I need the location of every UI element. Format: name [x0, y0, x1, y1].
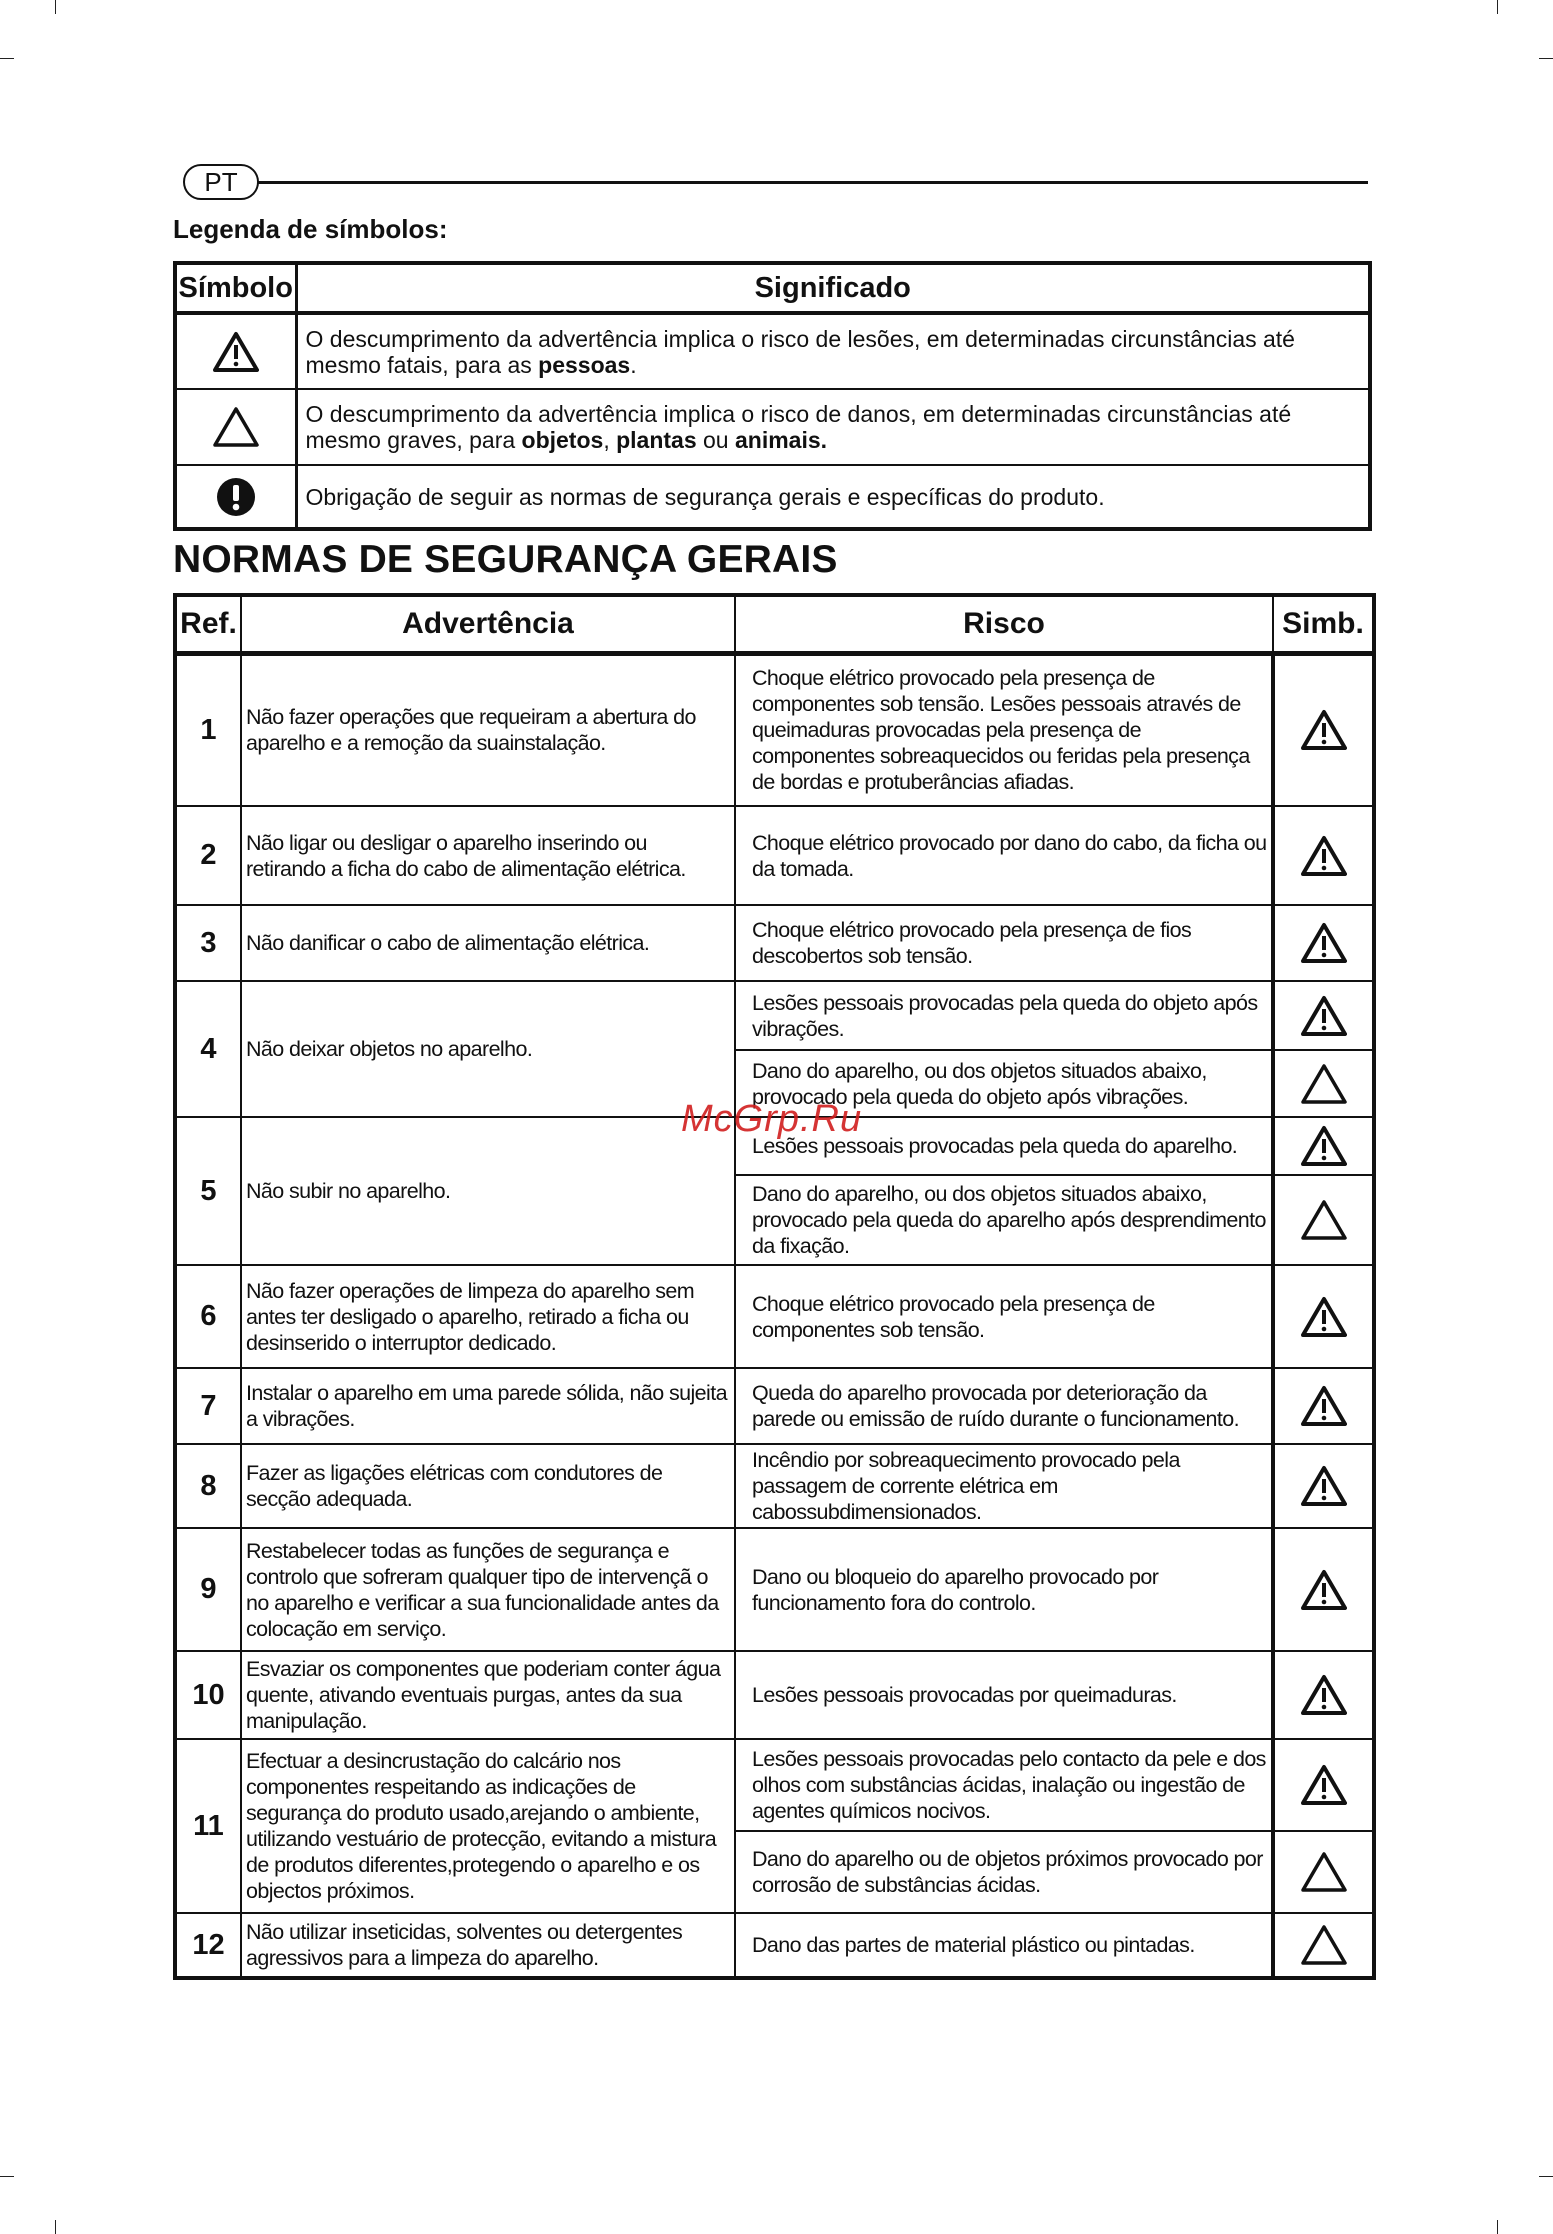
rule-risk: Dano do aparelho, ou dos objetos situados abaixo, provocado pela queda do aparelho após desprendimento da fixação. — [735, 1175, 1273, 1265]
rule-symbol-cell — [1273, 1528, 1374, 1651]
rule-symbol-cell — [1273, 905, 1374, 981]
warning-caution-icon — [1275, 1199, 1372, 1241]
rule-symbol-cell — [1273, 1831, 1374, 1913]
warning-danger-icon — [1275, 1125, 1372, 1167]
crop-mark — [1539, 58, 1553, 59]
rule-risk: Choque elétrico provocado pela presença de componentes sob tensão. Lesões pessoais através de queimaduras provocadas pela presença de componentes sobreaquecidos ou feridas pela presença de bordas e protuberâncias afiadas. — [735, 653, 1273, 806]
col-symbol: Simb. — [1273, 595, 1374, 653]
warning-caution-icon — [1275, 1063, 1372, 1105]
rule-warning: Não deixar objetos no aparelho. — [241, 981, 735, 1117]
header-rule — [257, 181, 1368, 184]
safety-rules-table — [173, 593, 1376, 1980]
rule-ref: 10 — [175, 1651, 241, 1739]
rule-symbol-cell — [1273, 806, 1374, 905]
crop-mark — [1497, 0, 1498, 14]
rule-risk: Queda do aparelho provocada por deterioração da parede ou emissão de ruído durante o funcionamento. — [735, 1368, 1273, 1444]
rule-warning: Não fazer operações que requeiram a abertura do aparelho e a remoção da suainstalação. — [241, 653, 735, 806]
rule-ref: 2 — [175, 806, 241, 905]
rule-ref: 9 — [175, 1528, 241, 1651]
mandatory-icon — [177, 477, 295, 517]
rule-symbol-cell — [1273, 981, 1374, 1050]
symbol-legend-table — [173, 261, 1372, 531]
legend-col-meaning: Significado — [296, 263, 1370, 313]
col-ref: Ref. — [175, 595, 241, 653]
rule-symbol-cell — [1273, 1739, 1374, 1831]
warning-danger-icon — [1275, 1569, 1372, 1611]
col-risk: Risco — [735, 595, 1273, 653]
rule-warning: Fazer as ligações elétricas com condutores de secção adequada. — [241, 1444, 735, 1528]
warning-danger-icon — [1275, 995, 1372, 1037]
rule-ref: 6 — [175, 1265, 241, 1368]
legend-meaning-danger: O descumprimento da advertência implica o risco de lesões, em determinadas circunstâncias até mesmo fatais, para as pessoas. — [296, 313, 1370, 389]
rule-warning: Esvaziar os componentes que poderiam conter água quente, ativando eventuais purgas, antes da sua manipulação. — [241, 1651, 735, 1739]
rule-warning: Instalar o aparelho em uma parede sólida, não sujeita a vibrações. — [241, 1368, 735, 1444]
warning-danger-icon — [1275, 1385, 1372, 1427]
rule-risk: Incêndio por sobreaquecimento provocado pela passagem de corrente elétrica em cabossubdimensionados. — [735, 1444, 1273, 1528]
rule-symbol-cell — [1273, 1444, 1374, 1528]
rule-symbol-cell — [1273, 653, 1374, 806]
legend-title: Legenda de símbolos: — [173, 214, 448, 244]
crop-mark — [0, 58, 14, 59]
rule-ref: 5 — [175, 1117, 241, 1265]
rule-warning: Não ligar ou desligar o aparelho inserindo ou retirando a ficha do cabo de alimentação elétrica. — [241, 806, 735, 905]
rule-risk: Lesões pessoais provocadas pela queda do aparelho. — [735, 1117, 1273, 1175]
rule-warning: Efectuar a desincrustação do calcário nos componentes respeitando as indicações de segurança do produto usado,arejando o ambiente, utilizando vestuário de protecção, evitando a mistura de produtos diferentes,protegendo o aparelho e os objectos próximos. — [241, 1739, 735, 1913]
warning-danger-icon — [1275, 1764, 1372, 1806]
rule-symbol-cell — [1273, 1050, 1374, 1117]
warning-caution-icon — [1275, 1851, 1372, 1893]
legend-meaning-mandatory: Obrigação de seguir as normas de segurança gerais e específicas do produto. — [296, 465, 1370, 529]
rule-ref: 11 — [175, 1739, 241, 1913]
crop-mark — [55, 0, 56, 14]
rule-risk: Lesões pessoais provocadas por queimaduras. — [735, 1651, 1273, 1739]
rule-ref: 4 — [175, 981, 241, 1117]
rule-symbol-cell — [1273, 1368, 1374, 1444]
language-badge: PT — [183, 164, 259, 200]
rule-risk: Lesões pessoais provocadas pelo contacto da pele e dos olhos com substâncias ácidas, inalação ou ingestão de agentes químicos nocivos. — [735, 1739, 1273, 1831]
rule-ref: 3 — [175, 905, 241, 981]
legend-meaning-caution: O descumprimento da advertência implica o risco de danos, em determinadas circunstâncias até mesmo graves, para objetos, plantas ou animais. — [296, 389, 1370, 465]
col-warning: Advertência — [241, 595, 735, 653]
rule-risk: Choque elétrico provocado por dano do cabo, da ficha ou da tomada. — [735, 806, 1273, 905]
crop-mark — [1539, 2176, 1553, 2177]
rule-symbol-cell — [1273, 1913, 1374, 1978]
rule-symbol-cell — [1273, 1175, 1374, 1265]
rule-risk: Dano das partes de material plástico ou pintadas. — [735, 1913, 1273, 1978]
warning-danger-icon — [1275, 922, 1372, 964]
rule-warning: Não utilizar inseticidas, solventes ou detergentes agressivos para a limpeza do aparelho. — [241, 1913, 735, 1978]
rule-ref: 1 — [175, 653, 241, 806]
legend-col-symbol: Símbolo — [175, 263, 296, 313]
rule-warning: Não subir no aparelho. — [241, 1117, 735, 1265]
rule-warning: Não fazer operações de limpeza do aparelho sem antes ter desligado o aparelho, retirado a ficha ou desinserido o interruptor dedicado. — [241, 1265, 735, 1368]
rule-risk: Dano ou bloqueio do aparelho provocado por funcionamento fora do controlo. — [735, 1528, 1273, 1651]
crop-mark — [0, 2176, 14, 2177]
rule-risk: Choque elétrico provocado pela presença de componentes sob tensão. — [735, 1265, 1273, 1368]
warning-caution-icon — [1275, 1924, 1372, 1966]
warning-danger-icon — [1275, 1296, 1372, 1338]
warning-danger-icon — [177, 331, 295, 373]
rule-risk: Lesões pessoais provocadas pela queda do objeto após vibrações. — [735, 981, 1273, 1050]
rule-risk: Dano do aparelho, ou dos objetos situados abaixo, provocado pela queda do objeto após vibrações. — [735, 1050, 1273, 1117]
warning-danger-icon — [1275, 835, 1372, 877]
rule-ref: 7 — [175, 1368, 241, 1444]
warning-danger-icon — [1275, 709, 1372, 751]
rule-ref: 8 — [175, 1444, 241, 1528]
rule-risk: Choque elétrico provocado pela presença de fios descobertos sob tensão. — [735, 905, 1273, 981]
warning-danger-icon — [1275, 1465, 1372, 1507]
crop-mark — [1497, 2220, 1498, 2234]
legend-symbol-cell — [175, 465, 296, 529]
rule-symbol-cell — [1273, 1117, 1374, 1175]
section-title: NORMAS DE SEGURANÇA GERAIS — [173, 538, 838, 581]
legend-symbol-cell — [175, 389, 296, 465]
rule-ref: 12 — [175, 1913, 241, 1978]
warning-caution-icon — [177, 406, 295, 448]
rule-symbol-cell — [1273, 1265, 1374, 1368]
warning-danger-icon — [1275, 1674, 1372, 1716]
rule-risk: Dano do aparelho ou de objetos próximos provocado por corrosão de substâncias ácidas. — [735, 1831, 1273, 1913]
crop-mark — [55, 2220, 56, 2234]
watermark: McGrp.Ru — [681, 1098, 863, 1140]
rule-symbol-cell — [1273, 1651, 1374, 1739]
legend-symbol-cell — [175, 313, 296, 389]
rule-warning: Restabelecer todas as funções de segurança e controlo que sofreram qualquer tipo de intervençã o no aparelho e verificar a sua funcionalidade antes da colocação em serviço. — [241, 1528, 735, 1651]
rule-warning: Não danificar o cabo de alimentação elétrica. — [241, 905, 735, 981]
